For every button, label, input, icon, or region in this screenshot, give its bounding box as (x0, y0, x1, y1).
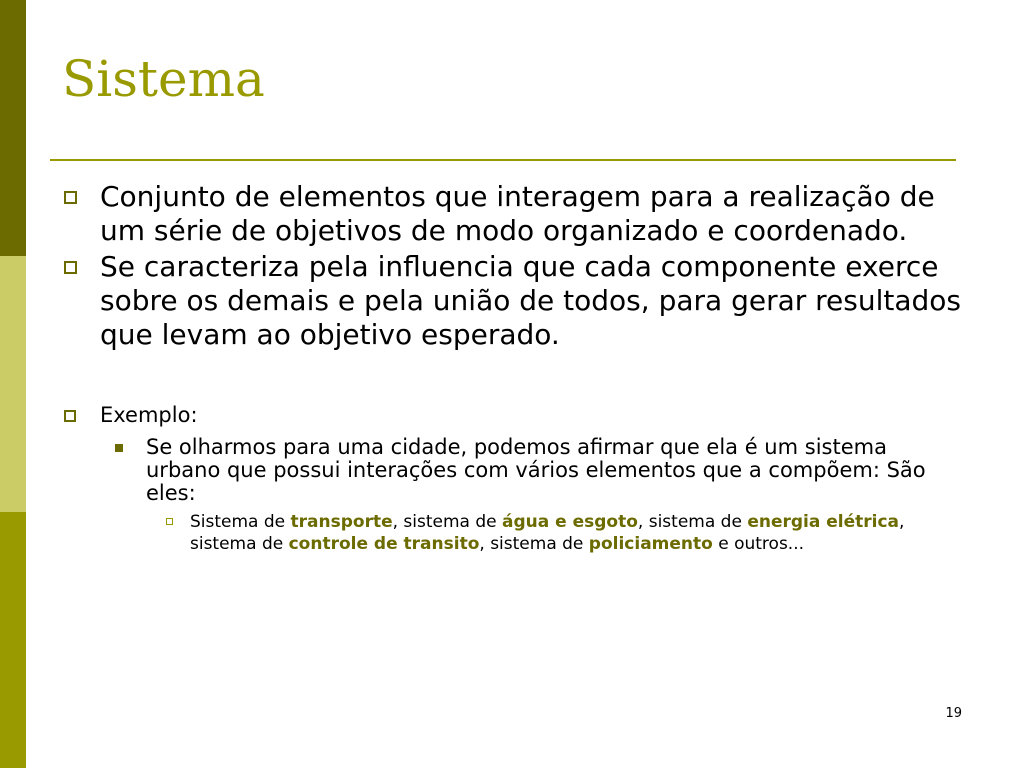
side-bar-mid (0, 512, 26, 768)
slide-title: Sistema (62, 50, 265, 108)
page-number: 19 (945, 706, 962, 721)
title-divider (50, 159, 956, 161)
systems-text-part: , sistema de (190, 512, 905, 554)
systems-text-part: , sistema de (392, 512, 503, 532)
systems-text (190, 512, 904, 554)
side-bar-dark (0, 0, 26, 256)
bullet-text: Conjunto de elementos que interagem para a realização de um série de objetivos de modo organizado e coordenado. (100, 180, 935, 247)
systems-text-part: e outros... (712, 534, 805, 554)
highlight-transporte: transporte (290, 512, 393, 532)
hollow-square-bullet-icon (64, 261, 77, 274)
systems-text-part: , sistema de (479, 534, 589, 554)
example-subitem (62, 436, 962, 505)
example-label: Exemplo: (100, 403, 198, 427)
highlight-energia-eletrica: energia elétrica (747, 512, 900, 532)
hollow-square-bullet-icon (64, 410, 76, 422)
bullet-text: Se caracteriza pela influencia que cada componente exerce sobre os demais e pela união de todos, para gerar resultados que levam ao objetivo esperado. (100, 250, 962, 351)
filled-square-bullet-icon (115, 444, 123, 452)
highlight-policiamento: policiamento (588, 534, 713, 554)
systems-list-item (62, 511, 962, 555)
systems-text-part: , sistema de (637, 512, 748, 532)
bullet-item (62, 250, 962, 352)
example-subitem-text: Se olharmos para uma cidade, podemos afirmar que ela é um sistema urbano que possui interações com vários elementos que a compõem: São eles: (146, 435, 926, 505)
example-item (62, 402, 962, 428)
side-bar-light (0, 256, 26, 512)
slide-content (62, 180, 962, 555)
highlight-controle-transito: controle de transito (288, 534, 480, 554)
highlight-agua-esgoto: água e esgoto (502, 512, 638, 532)
bullet-item (62, 180, 962, 248)
hollow-square-bullet-icon (64, 191, 77, 204)
systems-text-part: Sistema de (190, 512, 291, 532)
small-hollow-square-bullet-icon (166, 518, 173, 525)
